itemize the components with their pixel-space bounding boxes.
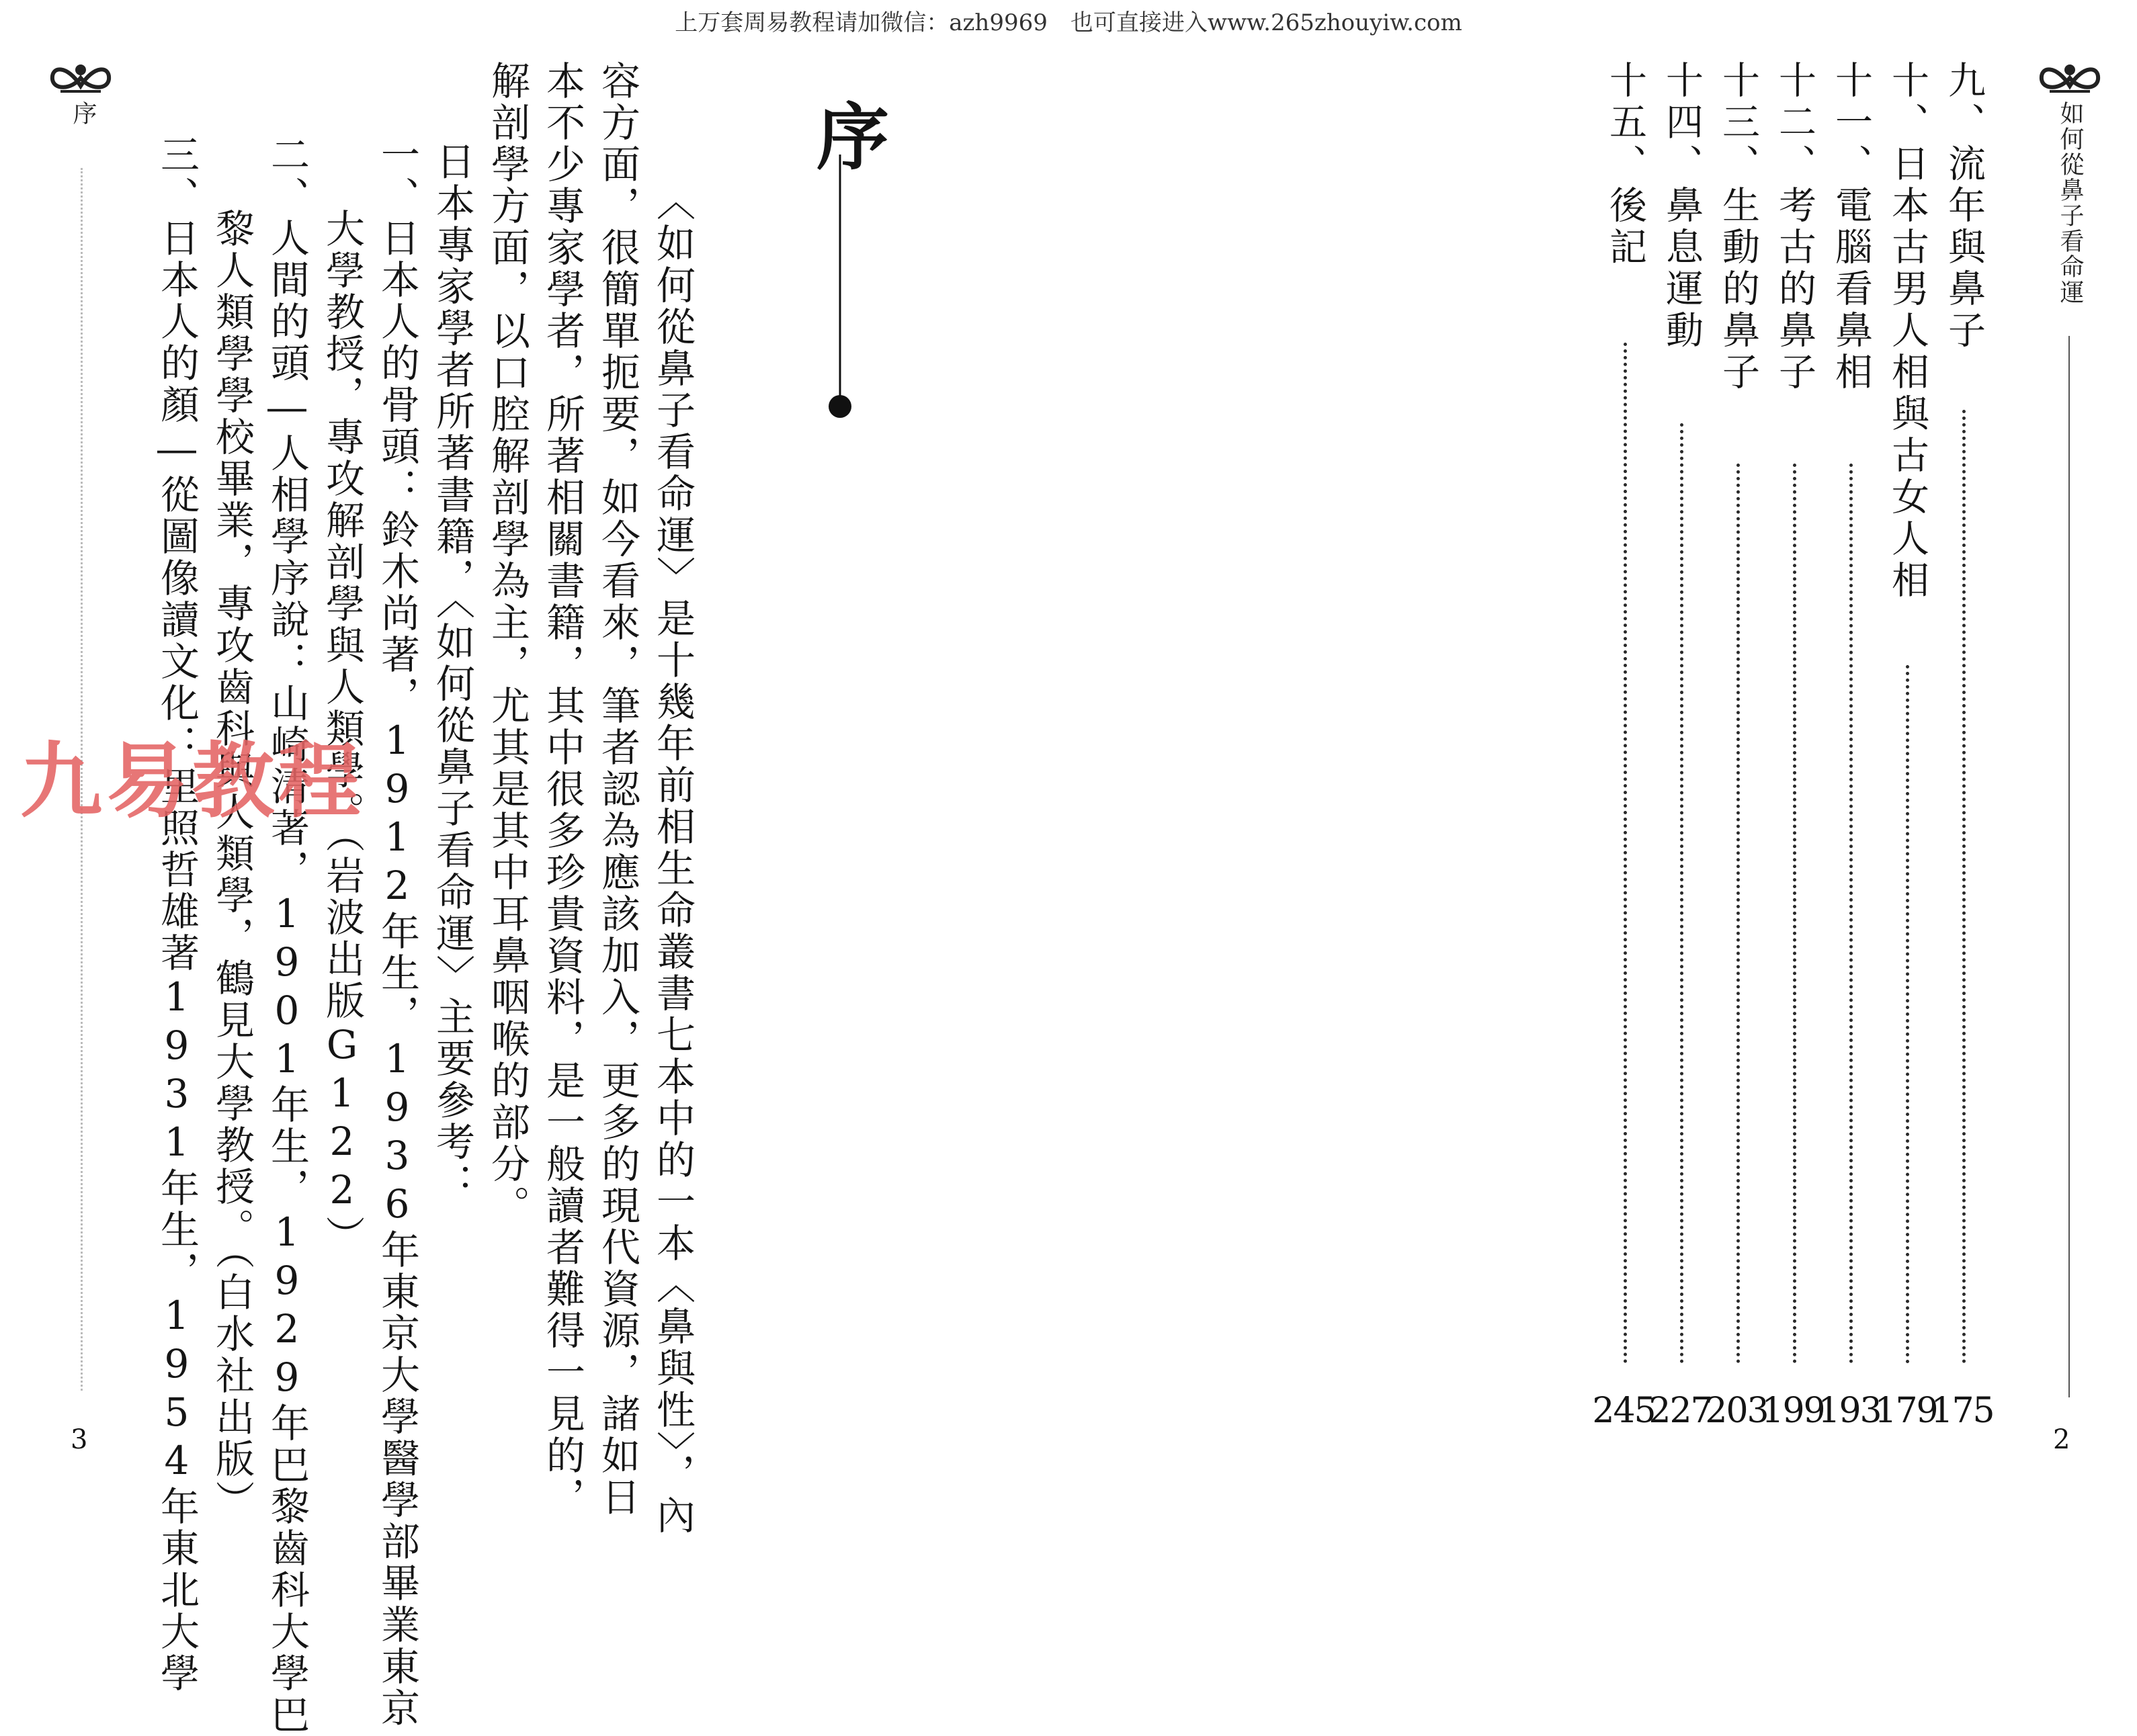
toc-entry-title: 十四、鼻息運動 bbox=[1660, 60, 1704, 352]
toc-entry-title: 十一、電腦看鼻相 bbox=[1829, 60, 1873, 394]
top-banner: 上万套周易教程请加微信：azh9969 也可直接进入www.265zhouyiw.com bbox=[675, 9, 1462, 36]
fleuron-ornament-icon bbox=[47, 59, 114, 97]
toc-leader-dots bbox=[1680, 423, 1683, 1364]
toc-entry[interactable] bbox=[1648, 60, 1712, 1431]
fleuron-ornament-icon bbox=[2036, 59, 2103, 97]
body-paragraph-1: 〈如何從鼻子看命運〉是十幾年前相生命叢書七本中的一本〈鼻與性〉，內 bbox=[650, 181, 696, 1536]
toc-entry-title: 十五、後記 bbox=[1603, 60, 1647, 269]
toc-entry-page: 199 bbox=[1761, 1391, 1825, 1431]
page-number-right: 2 bbox=[2053, 1424, 2070, 1455]
running-head-right: 如何從鼻子看命運 bbox=[2056, 101, 2084, 305]
toc-entry[interactable] bbox=[1818, 60, 1881, 1431]
toc-entry-page: 245 bbox=[1592, 1391, 1655, 1431]
watermark-text: 九易教程 bbox=[20, 734, 364, 829]
toc-leader-dots bbox=[1624, 343, 1627, 1364]
toc-entry-title: 十三、生動的鼻子 bbox=[1716, 60, 1760, 394]
toc-entry-page: 193 bbox=[1818, 1391, 1881, 1431]
toc-entry-page: 175 bbox=[1931, 1391, 1994, 1431]
toc-entry-page: 179 bbox=[1874, 1391, 1937, 1431]
toc-leader-dots bbox=[1962, 410, 1966, 1364]
toc-entry[interactable] bbox=[1592, 60, 1655, 1431]
reference-item-2-cont: 黎人類學學校畢業，專攻齒科與人類學，鶴見大學教授。（白水社出版） bbox=[209, 208, 255, 1522]
toc-entry[interactable] bbox=[1705, 60, 1768, 1431]
reference-item-1-cont: 大學教授，專攻解剖學與人類學。（岩波出版G122） bbox=[319, 208, 365, 1257]
body-paragraph-3: 本不少專家學者，所著相關書籍，其中很多珍貴資料，是一般讀者難得一見的， bbox=[540, 60, 585, 1518]
reference-item-2: 二、人間的頭―人相學序說：山崎清著，1901年生，1929年巴黎齒科大學巴 bbox=[264, 134, 310, 1736]
toc-entry-title: 九、流年與鼻子 bbox=[1942, 60, 1986, 352]
toc-entry[interactable] bbox=[1931, 60, 1994, 1431]
body-paragraph-4: 解剖學方面，以口腔解剖學為主，尤其是其中耳鼻咽喉的部分。 bbox=[485, 60, 530, 1227]
running-head-left: 序 bbox=[69, 101, 97, 126]
toc-entry[interactable] bbox=[1761, 60, 1825, 1431]
toc-leader-dots bbox=[1906, 665, 1909, 1364]
toc-leader-dots bbox=[1793, 464, 1796, 1364]
body-paragraph-2: 容方面，很簡單扼要，如今看來，筆者認為應該加入，更多的現代資源，諸如日 bbox=[595, 60, 640, 1518]
chapter-title: 序 bbox=[816, 96, 890, 180]
toc-entry[interactable] bbox=[1874, 60, 1937, 1431]
body-paragraph-5: 日本專家學者所著書籍，〈如何從鼻子看命運〉主要參考： bbox=[429, 141, 475, 1205]
toc-entry-title: 十二、考古的鼻子 bbox=[1773, 60, 1816, 394]
page-number-left: 3 bbox=[71, 1424, 88, 1455]
reference-item-3: 三、日本人的顏―從圖像讀文化：里照哲雄著1931年生，1954年東北大學 bbox=[154, 134, 200, 1694]
bullet-line-icon bbox=[827, 155, 853, 423]
reference-item-1: 一、日本人的骨頭：鈴木尚著，1912年生，1936年東京大學醫學部畢業東京 bbox=[374, 134, 420, 1729]
toc-entry-title: 十、日本古男人相與古女人相 bbox=[1886, 60, 1929, 602]
toc-leader-dots bbox=[1849, 464, 1853, 1364]
toc-entry-page: 203 bbox=[1705, 1391, 1768, 1431]
right-margin-rule bbox=[2068, 336, 2070, 1397]
toc-leader-dots bbox=[1736, 464, 1740, 1364]
toc-entry-page: 227 bbox=[1648, 1391, 1712, 1431]
